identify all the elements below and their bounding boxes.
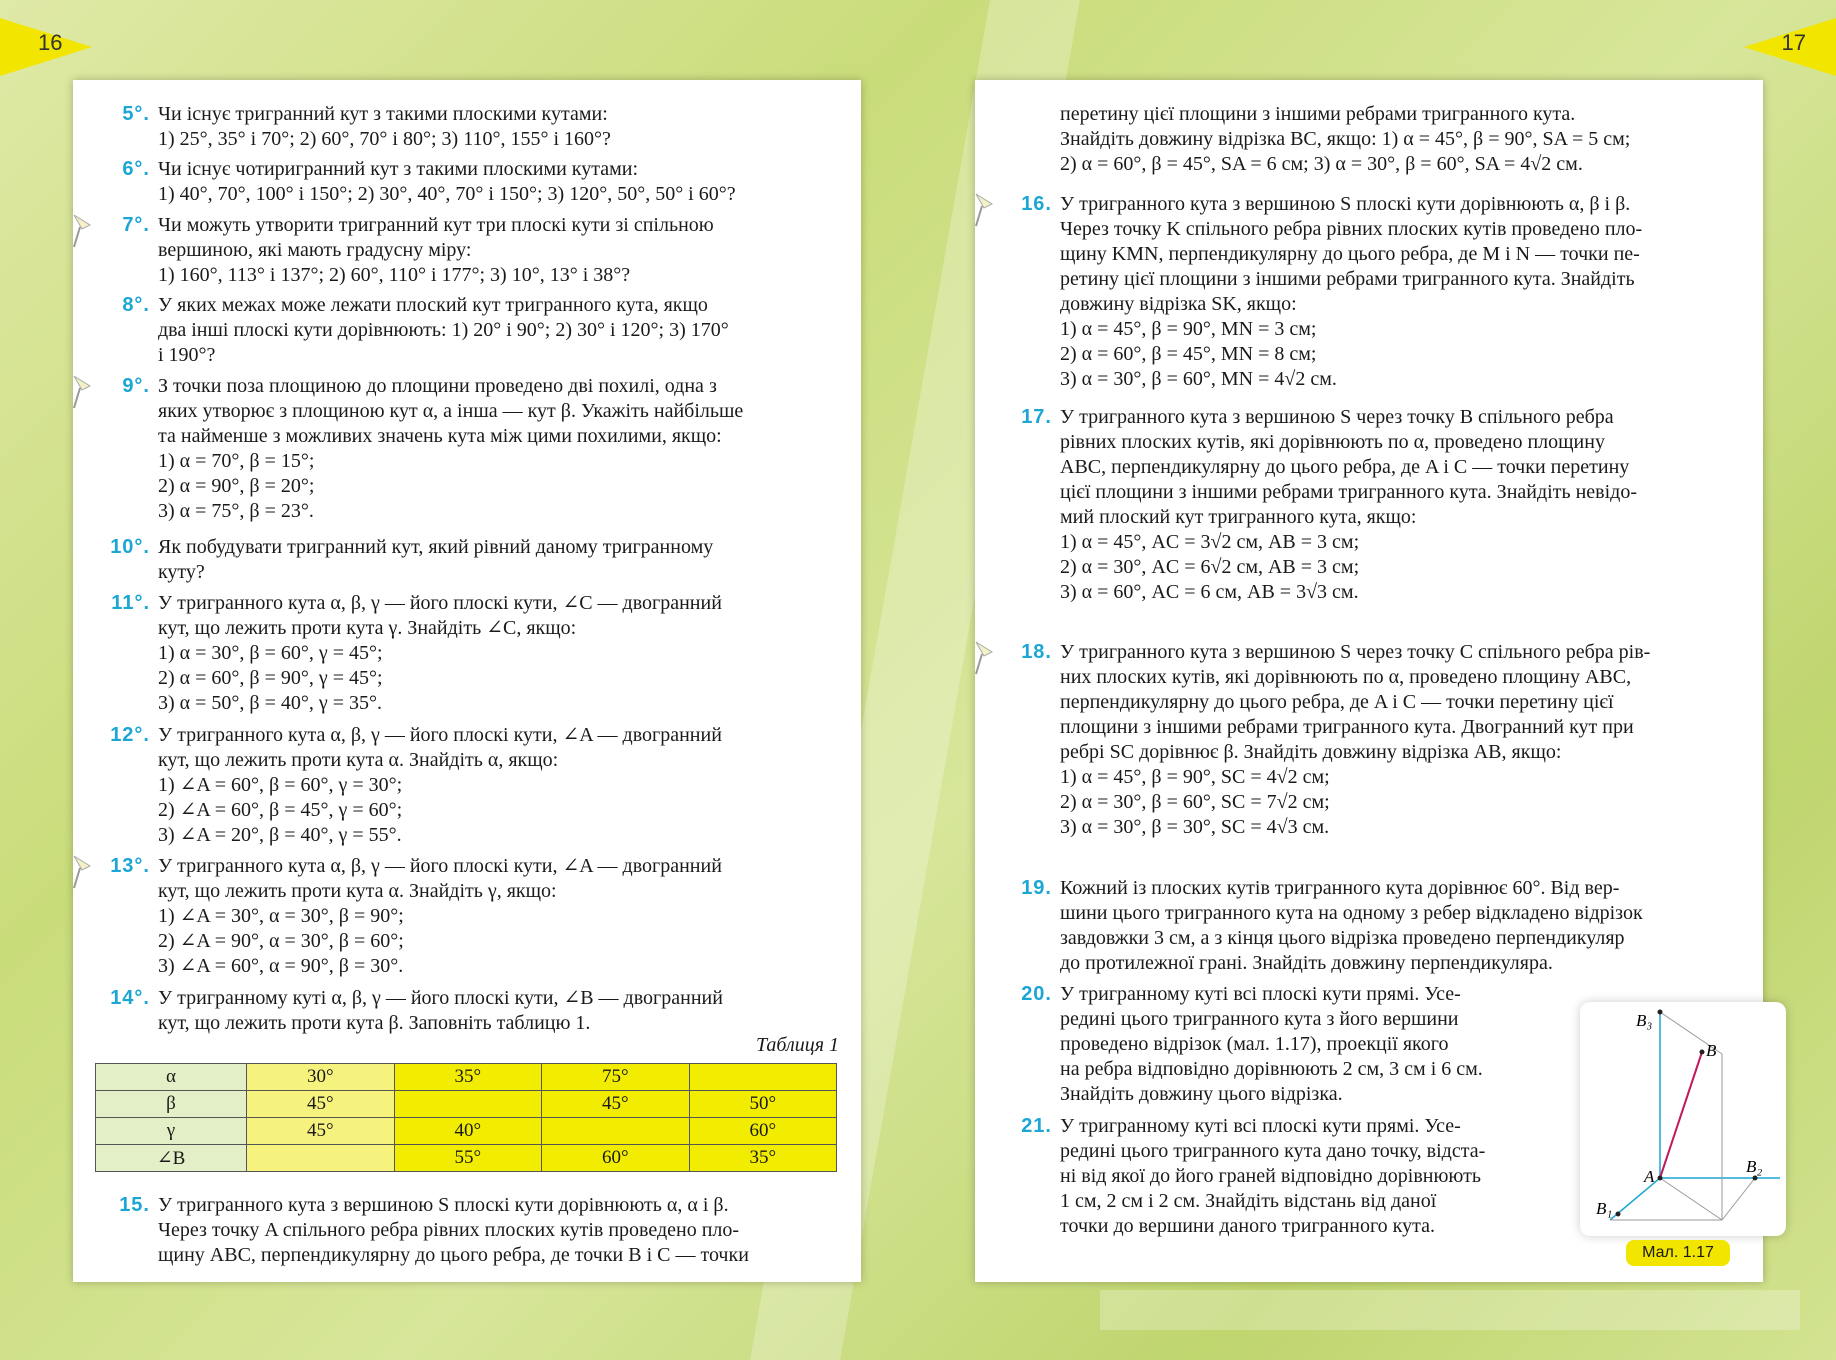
exercise-line: Чи існує тригранний кут з такими плоскими кутами: xyxy=(158,103,608,125)
exercise-line: кут, що лежить проти кута α. Знайдіть α, якщо: xyxy=(158,749,559,771)
exercise-6 xyxy=(122,157,838,207)
exercise-number: 17. xyxy=(1021,406,1052,428)
exercise-number: 16. xyxy=(1021,193,1052,215)
exercise-line: мий плоский кут тригранного кута, якщо: xyxy=(1060,506,1417,528)
table-row xyxy=(96,1091,837,1118)
exercise-line: Знайдіть довжину цього відрізка. xyxy=(1060,1083,1343,1105)
table-cell: 45° xyxy=(247,1118,395,1145)
exercise-line: перпендикулярну до цього ребра, де A і C — точки перетину цієї xyxy=(1060,691,1614,713)
exercise-line: 3) α = 50°, β = 40°, γ = 35°. xyxy=(158,692,382,714)
exercise-11 xyxy=(111,591,838,716)
exercise-19 xyxy=(1021,876,1740,976)
exercise-15c xyxy=(1060,102,1740,177)
exercise-line: Як побудувати тригранний кут, який рівний даному тригранному xyxy=(158,536,714,558)
exercise-line: 2) ∠A = 90°, α = 30°, β = 60°; xyxy=(158,930,404,952)
exercise-17 xyxy=(1021,405,1740,605)
exercise-number: 19. xyxy=(1021,877,1052,899)
label-a: A xyxy=(1644,1167,1655,1186)
exercise-number: 15. xyxy=(119,1194,150,1216)
exercise-line: шини цього тригранного кута на одному з ребер відкладено відрізок xyxy=(1060,902,1643,924)
exercise-line: редині цього тригранного кута дано точку, відста- xyxy=(1060,1140,1486,1162)
exercise-line: 1 см, 2 см і 2 см. Знайдіть відстань від даної xyxy=(1060,1190,1437,1212)
exercise-line: 1) α = 70°, β = 15°; xyxy=(158,450,315,472)
label-b3: B₃ xyxy=(1636,1011,1653,1030)
exercise-line: Чи можуть утворити тригранний кут три плоскі кути зі спільною xyxy=(158,214,714,236)
exercise-line: ABC, перпендикулярну до цього ребра, де A і C — точки перетину xyxy=(1060,456,1630,478)
exercise-line: два інші плоскі кути дорівнюють: 1) 20° і 90°; 2) 30° і 120°; 3) 170° xyxy=(158,319,729,341)
exercise-line: Через точку K спільного ребра рівних плоских кутів проведено пло- xyxy=(1060,218,1643,240)
exercise-line: 2) α = 60°, β = 45°, SA = 6 см; 3) α = 30°, β = 60°, SA = 4√2 см. xyxy=(1060,153,1583,175)
exercise-line: точки до вершини даного тригранного кута. xyxy=(1060,1215,1435,1237)
exercise-line: проведено відрізок (мал. 1.17), проекції якого xyxy=(1060,1033,1449,1055)
exercise-line: ретину цієї площини з іншими ребрами тригранного кута. Знайдіть xyxy=(1060,268,1635,290)
table-cell: 30° xyxy=(247,1064,395,1091)
exercise-number: 5°. xyxy=(122,103,150,125)
exercise-10 xyxy=(110,535,838,585)
table-cell xyxy=(247,1145,395,1172)
exercise-number: 7°. xyxy=(122,214,150,236)
exercise-line: Чи існує чотиригранний кут з такими плоскими кутами: xyxy=(158,158,639,180)
exercise-number: 18. xyxy=(1021,641,1052,663)
exercise-line: 1) 40°, 70°, 100° і 150°; 2) 30°, 40°, 70° і 150°; 3) 120°, 50°, 50° і 60°? xyxy=(158,183,736,205)
exercise-line: на ребра відповідно дорівнюють 2 см, 3 см і 6 см. xyxy=(1060,1058,1483,1080)
exercise-line: вершиною, які мають градусну міру: xyxy=(158,239,472,261)
table-1 xyxy=(95,1063,837,1172)
table-cell: 45° xyxy=(247,1091,395,1118)
exercise-line: цієї площини з іншими ребрами тригранного кута. Знайдіть невідо- xyxy=(1060,481,1637,503)
table-cell: 35° xyxy=(689,1145,837,1172)
exercise-number: 9°. xyxy=(122,375,150,397)
exercise-line: площини з іншими ребрами тригранного кута. Двогранний кут при xyxy=(1060,716,1634,738)
exercise-line: У тригранного кута з вершиною S через точку B спільного ребра xyxy=(1060,406,1614,428)
table-cell: γ xyxy=(96,1118,247,1145)
table-cell xyxy=(689,1064,837,1091)
exercise-8 xyxy=(122,293,838,368)
left-page xyxy=(73,80,861,1282)
exercise-13 xyxy=(110,854,838,979)
exercise-line: перетину цієї площини з іншими ребрами тригранного кута. xyxy=(1060,103,1576,125)
label-b: B xyxy=(1706,1041,1717,1060)
table-cell: 50° xyxy=(689,1091,837,1118)
exercise-line: 2) α = 60°, β = 90°, γ = 45°; xyxy=(158,667,383,689)
exercise-line: щину ABC, перпендикулярну до цього ребра, де точки B і C — точки xyxy=(158,1244,749,1266)
exercise-line: 2) α = 60°, β = 45°, MN = 8 см; xyxy=(1060,343,1317,365)
exercise-line: яких утворює з площиною кут α, а інша — кут β. Укажіть найбільше xyxy=(158,400,744,422)
exercise-line: 1) α = 45°, β = 90°, MN = 3 см; xyxy=(1060,318,1317,340)
exercise-line: кут, що лежить проти кута γ. Знайдіть ∠C, якщо: xyxy=(158,617,577,639)
table-cell: α xyxy=(96,1064,247,1091)
exercise-line: 1) 25°, 35° і 70°; 2) 60°, 70° і 80°; 3) 110°, 155° і 160°? xyxy=(158,128,611,150)
exercise-line: У тригранному куті всі плоскі кути прямі. Усе- xyxy=(1060,983,1461,1005)
exercise-line: 1) 160°, 113° і 137°; 2) 60°, 110° і 177°; 3) 10°, 13° і 38°? xyxy=(158,264,631,286)
table-row xyxy=(96,1118,837,1145)
exercise-line: 3) ∠A = 20°, β = 40°, γ = 55°. xyxy=(158,824,402,846)
exercise-21 xyxy=(1021,1114,1560,1239)
exercise-line: кут, що лежить проти кута α. Знайдіть γ, якщо: xyxy=(158,880,557,902)
exercise-line: редині цього тригранного кута з його вершини xyxy=(1060,1008,1459,1030)
exercise-18 xyxy=(1021,640,1740,840)
exercise-line: 1) α = 30°, β = 60°, γ = 45°; xyxy=(158,642,383,664)
table-cell xyxy=(394,1091,542,1118)
exercise-line: 3) α = 75°, β = 23°. xyxy=(158,500,314,522)
exercise-line: У тригранного кута α, β, γ — його плоскі кути, ∠C — двогранний xyxy=(158,592,722,614)
exercise-20 xyxy=(1021,982,1560,1107)
lamp-icon xyxy=(68,211,98,251)
exercise-line: 1) α = 45°, AC = 3√2 см, AB = 3 см; xyxy=(1060,531,1360,553)
exercise-line: У тригранного кута α, β, γ — його плоскі кути, ∠A — двогранний xyxy=(158,855,722,877)
exercise-line: рівних плоских кутів, які дорівнюють по α, проведено площину xyxy=(1060,431,1605,453)
page-number-left: 16 xyxy=(38,30,63,55)
exercise-line: У тригранного кута з вершиною S плоскі кути дорівнюють α, α і β. xyxy=(158,1194,729,1216)
table-cell: 45° xyxy=(542,1091,690,1118)
exercise-line: У тригранного кута α, β, γ — його плоскі кути, ∠A — двогранний xyxy=(158,724,722,746)
page-number-right: 17 xyxy=(1781,30,1806,55)
exercise-line: З точки поза площиною до площини проведено дві похилі, одна з xyxy=(158,375,717,397)
exercise-line: 1) ∠A = 30°, α = 30°, β = 90°; xyxy=(158,905,404,927)
table-row xyxy=(96,1145,837,1172)
exercise-line: 1) ∠A = 60°, β = 60°, γ = 30°; xyxy=(158,774,403,796)
exercise-line: 2) α = 30°, AC = 6√2 см, AB = 3 см; xyxy=(1060,556,1360,578)
exercise-line: У тригранного кута з вершиною S через точку C спільного ребра рів- xyxy=(1060,641,1651,663)
exercise-line: У тригранному куті всі плоскі кути прямі. Усе- xyxy=(1060,1115,1461,1137)
exercise-14 xyxy=(110,986,838,1036)
exercise-line: 3) α = 30°, β = 60°, MN = 4√2 см. xyxy=(1060,368,1337,390)
exercise-number: 14°. xyxy=(110,987,150,1009)
exercise-line: ребрі SC дорівнює β. Знайдіть довжину відрізка AB, якщо: xyxy=(1060,741,1562,763)
exercise-7 xyxy=(122,213,838,288)
table-cell: 40° xyxy=(394,1118,542,1145)
table-cell: ∠B xyxy=(96,1145,247,1172)
exercise-line: 1) α = 45°, β = 90°, SC = 4√2 см; xyxy=(1060,766,1330,788)
exercise-line: Знайдіть довжину відрізка BC, якщо: 1) α = 45°, β = 90°, SA = 5 см; xyxy=(1060,128,1631,150)
label-b2: B₂ xyxy=(1746,1157,1763,1176)
table-cell xyxy=(542,1118,690,1145)
exercise-line: Через точку A спільного ребра рівних плоских кутів проведено пло- xyxy=(158,1219,740,1241)
table-cell: 35° xyxy=(394,1064,542,1091)
exercise-15 xyxy=(119,1193,838,1268)
lamp-icon xyxy=(68,852,98,892)
lamp-icon xyxy=(970,638,1000,678)
exercise-line: довжину відрізка SK, якщо: xyxy=(1060,293,1297,315)
exercise-line: 2) α = 30°, β = 60°, SC = 7√2 см; xyxy=(1060,791,1330,813)
table-cell: 60° xyxy=(542,1145,690,1172)
lamp-icon xyxy=(970,190,1000,230)
exercise-16 xyxy=(1021,192,1740,392)
exercise-line: куту? xyxy=(158,561,205,583)
label-b1: B₁ xyxy=(1596,1199,1613,1218)
table-cell: β xyxy=(96,1091,247,1118)
exercise-line: і 190°? xyxy=(158,344,216,366)
table-cell: 75° xyxy=(542,1064,690,1091)
exercise-line: щину KMN, перпендикулярну до цього ребра, де M і N — точки пе- xyxy=(1060,243,1640,265)
table-cell: 60° xyxy=(689,1118,837,1145)
figure-1-17 xyxy=(1580,1002,1786,1236)
exercise-line: кут, що лежить проти кута β. Заповніть таблицю 1. xyxy=(158,1012,591,1034)
exercise-12 xyxy=(110,723,838,848)
exercise-line: завдовжки 3 см, а з кінця цього відрізка проведено перпендикуляр xyxy=(1060,927,1625,949)
exercise-5 xyxy=(122,102,838,152)
exercise-number: 21. xyxy=(1021,1115,1052,1137)
exercise-line: ні від якої до його граней відповідно дорівнюють xyxy=(1060,1165,1481,1187)
exercise-number: 6°. xyxy=(122,158,150,180)
exercise-line: У тригранного кута з вершиною S плоскі кути дорівнюють α, β і β. xyxy=(1060,193,1631,215)
exercise-line: та найменше з можливих значень кута між цими похилими, якщо: xyxy=(158,425,722,447)
exercise-number: 11°. xyxy=(111,592,150,614)
exercise-number: 8°. xyxy=(122,294,150,316)
exercise-line: 3) ∠A = 60°, α = 90°, β = 30°. xyxy=(158,955,404,977)
exercise-line: У яких межах може лежати плоский кут тригранного кута, якщо xyxy=(158,294,708,316)
exercise-line: 2) α = 90°, β = 20°; xyxy=(158,475,315,497)
exercise-number: 10°. xyxy=(110,536,150,558)
exercise-number: 12°. xyxy=(110,724,150,746)
exercise-number: 13°. xyxy=(110,855,150,877)
exercise-line: них плоских кутів, які дорівнюють по α, проведено площину ABC, xyxy=(1060,666,1632,688)
exercise-line: 3) α = 30°, β = 30°, SC = 4√3 см. xyxy=(1060,816,1330,838)
exercise-line: 2) ∠A = 60°, β = 45°, γ = 60°; xyxy=(158,799,403,821)
figure-caption: Мал. 1.17 xyxy=(1626,1240,1730,1266)
exercise-9 xyxy=(122,374,838,524)
exercise-number: 20. xyxy=(1021,983,1052,1005)
table-row xyxy=(96,1064,837,1091)
exercise-line: Кожний із плоских кутів тригранного кута дорівнює 60°. Від вер- xyxy=(1060,877,1620,899)
lamp-icon xyxy=(68,372,98,412)
table-caption: Таблиця 1 xyxy=(756,1034,839,1056)
trihedral-angle-diagram xyxy=(1580,1002,1786,1236)
exercise-line: У тригранному куті α, β, γ — його плоскі кути, ∠B — двогранний xyxy=(158,987,723,1009)
exercise-line: до протилежної грані. Знайдіть довжину перпендикуляра. xyxy=(1060,952,1553,974)
table-cell: 55° xyxy=(394,1145,542,1172)
exercise-line: 3) α = 60°, AC = 6 см, AB = 3√3 см. xyxy=(1060,581,1359,603)
